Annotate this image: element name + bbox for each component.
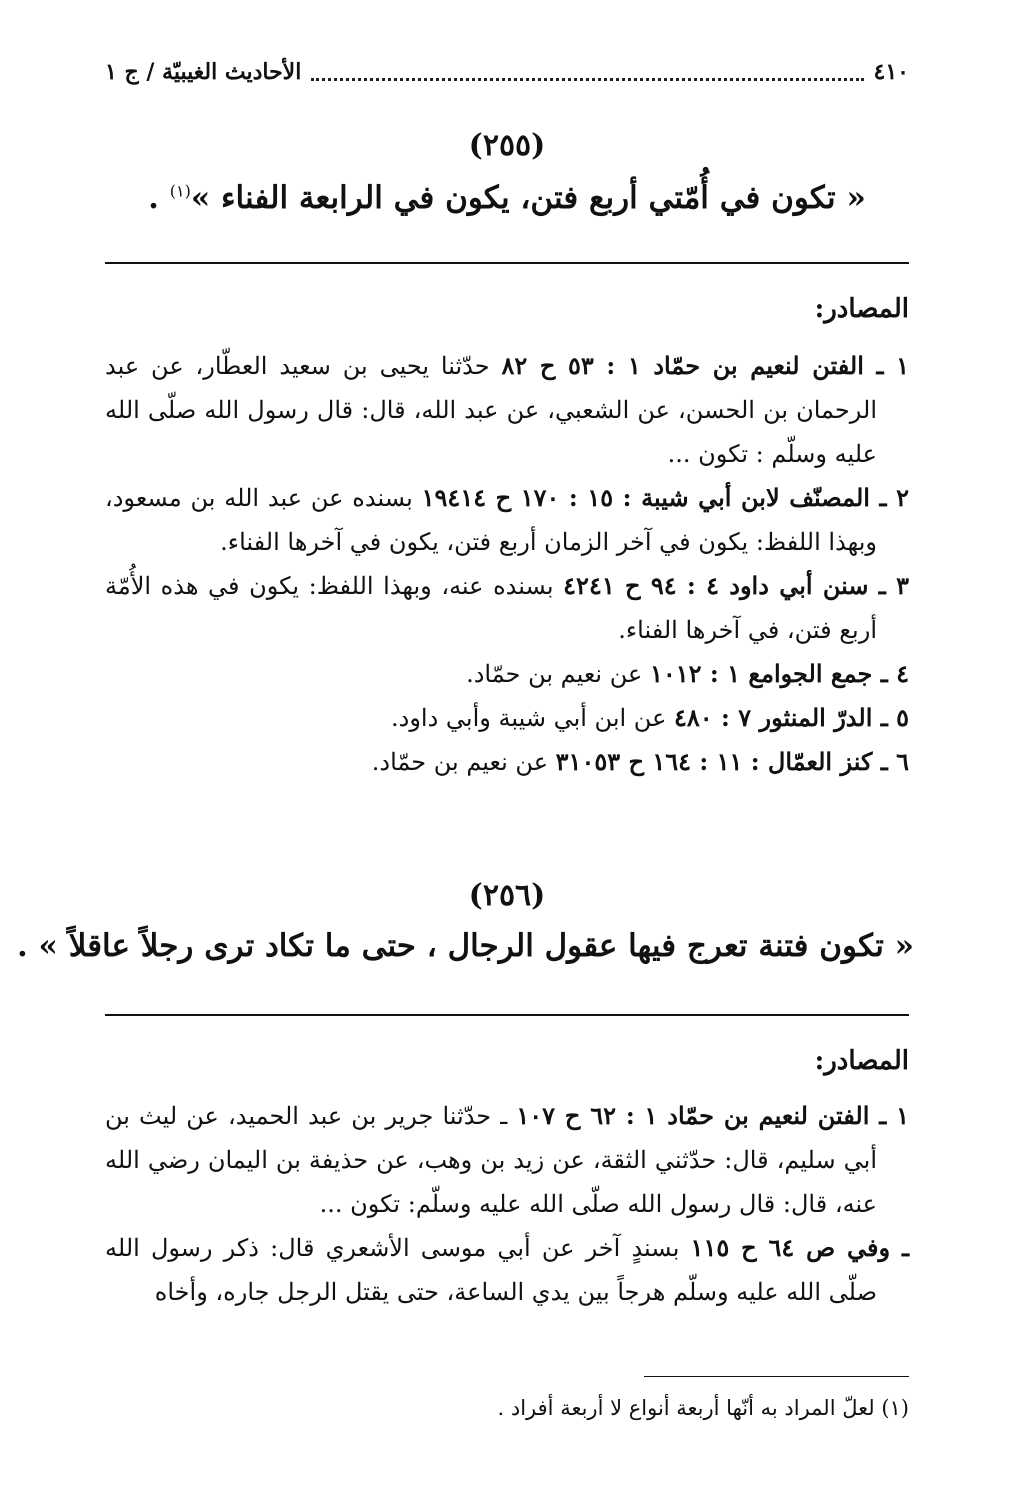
source-ref: ١ ـ الفتن لنعيم بن حمّاد ١ : ٥٣ ح ٨٢	[501, 351, 910, 380]
source-item	[105, 652, 909, 696]
source-item	[105, 344, 909, 476]
source-text: عن ابن أبي شيبة وأبي داود.	[391, 704, 675, 732]
source-text: ـ حدّثنا جرير بن عبد الحميد، عن ليث بن أبي سليم، قال: حدّثني الثقة، عن زيد بن وهب، عن حذيفة بن اليمان رضي الله عنه، قال: قال رسول الله صلّى الله عليه وسلّم: تكون ...	[105, 1102, 877, 1218]
hadith-number: (٢٥٦)	[468, 878, 546, 913]
source-ref: ٣ ـ سنن أبي داود ٤ : ٩٤ ح ٤٢٤١	[563, 571, 910, 600]
footnote: (١) لعلّ المراد به أنّها أربعة أنواع لا أربعة أفراد .	[497, 1396, 909, 1420]
source-text: بسندٍ آخر عن أبي موسى الأشعري قال: ذكر رسول الله صلّى الله عليه وسلّم هرجاً بين يدي الساعة، حتى يقتل الرجل جاره، وأخاه	[105, 1234, 877, 1306]
source-ref: ٤ ـ جمع الجوامع ١ : ١٠١٢	[649, 659, 909, 688]
source-text: عن نعيم بن حمّاد.	[371, 748, 556, 776]
hadith-end: .	[148, 180, 159, 216]
hadith-text	[100, 180, 914, 216]
sources-label: المصادر:	[814, 1046, 909, 1076]
source-text: حدّثنا يحيى بن سعيد العطّار، عن عبد الرحمان بن الحسن، عن الشعبي، عن عبد الله، قال: قال رسول الله صلّى الله عليه وسلّم : تكون ...	[105, 352, 877, 468]
source-text: بسنده عنه، وبهذا اللفظ: يكون في هذه الأُمّة أربع فتن، في آخرها الفناء.	[105, 572, 877, 644]
source-ref: ٢ ـ المصنّف لابن أبي شيبة : ١٥ : ١٧٠ ح ١٩٤١٤	[421, 483, 909, 512]
source-item	[105, 476, 909, 564]
header-dots	[311, 64, 863, 81]
source-item	[105, 564, 909, 652]
source-ref: ـ وفي ص ٦٤ ح ١١٥	[690, 1233, 909, 1262]
source-item	[105, 1094, 909, 1226]
hadith-number: (٢٥٥)	[468, 128, 546, 163]
source-item	[105, 740, 909, 784]
footnote-ref[interactable]: (١)	[169, 181, 191, 201]
footnote-divider	[644, 1376, 909, 1377]
source-text: بسنده عن عبد الله بن مسعود، وبهذا اللفظ: يكون في آخر الزمان أربع فتن، يكون في آخرها الفناء.	[105, 484, 877, 556]
sources-label: المصادر:	[814, 294, 909, 324]
hadith-text-body: « تكون في أُمّتي أربع فتن، يكون في الرابعة الفناء »	[190, 180, 866, 216]
source-text: عن نعيم بن حمّاد.	[466, 660, 650, 688]
page-header	[105, 52, 909, 92]
book-title: الأحاديث الغيبيّة / ج ١	[105, 59, 302, 85]
section-divider	[105, 262, 909, 264]
source-ref: ١ ـ الفتن لنعيم بن حمّاد ١ : ٦٢ ح ١٠٧	[516, 1101, 910, 1130]
section-divider	[105, 1014, 909, 1016]
page-number: ٤١٠	[873, 59, 909, 85]
source-ref: ٥ ـ الدرّ المنثور ٧ : ٤٨٠	[674, 703, 909, 732]
sources-list	[105, 1094, 909, 1314]
hadith-text: « تكون فتنة تعرج فيها عقول الرجال ، حتى ما تكاد ترى رجلاً عاقلاً » .	[16, 928, 914, 964]
source-ref: ٦ ـ كنز العمّال : ١١ : ١٦٤ ح ٣١٠٥٣	[555, 747, 909, 776]
source-item	[105, 1226, 909, 1314]
sources-list	[105, 344, 909, 784]
source-item	[105, 696, 909, 740]
